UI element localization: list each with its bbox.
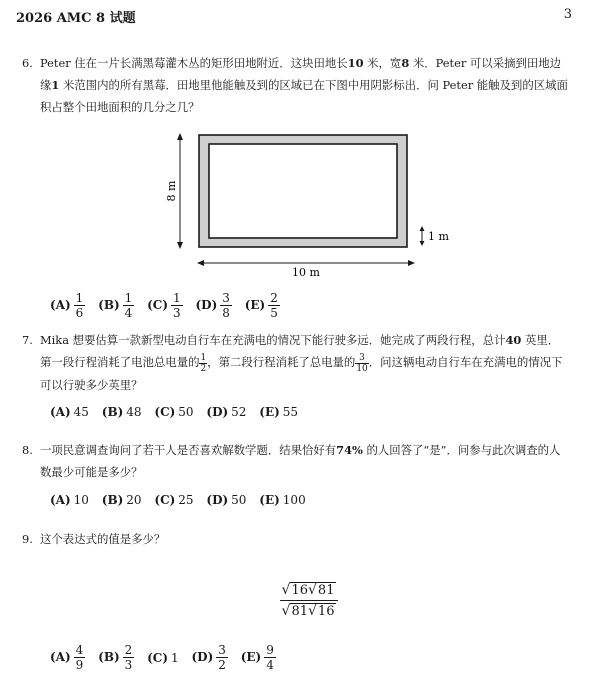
- problem-number: 8.: [22, 443, 33, 457]
- choice[interactable]: (C) 50: [154, 404, 194, 419]
- choice[interactable]: (B) $\frac{2}{3}$: [98, 643, 133, 672]
- problem-number: 9.: [22, 532, 33, 546]
- choice[interactable]: (C) 25: [154, 492, 194, 507]
- border-arrow-head-top: [420, 226, 425, 231]
- choice[interactable]: (E) $\frac{9}{4}$: [240, 643, 274, 672]
- problem-text: 这个表达式的值是多少？: [40, 532, 166, 546]
- choice[interactable]: (B) 48: [101, 404, 142, 419]
- field-inner: [209, 144, 397, 238]
- field-figure: [165, 125, 455, 280]
- denominator-radical: √81√16: [281, 603, 335, 619]
- problem-6: [22, 52, 570, 118]
- exam-title: 2026 AMC 8 试题: [16, 11, 136, 26]
- problem-number: 6.: [22, 56, 33, 70]
- problem-8: [22, 439, 570, 483]
- problem-9-choices: [50, 643, 285, 672]
- problem-7-choices: [50, 404, 307, 419]
- choice[interactable]: (D) $\frac{3}{2}$: [191, 643, 226, 672]
- choice[interactable]: (A) $\frac{4}{9}$: [50, 643, 84, 672]
- choice[interactable]: (E) 100: [259, 492, 306, 507]
- problem-8-choices: [50, 492, 315, 507]
- choice[interactable]: (D) 52: [206, 404, 247, 419]
- problem-text: Peter 住在一片长满黑莓灌木丛的矩形田地附近．这块田地长10 米，宽8 米．Peter 可以采摘到田地边缘1 米范围内的所有黑莓．田地里他能触及到的区域已在下图中用阴影标出．问 Peter 能触及到的区域面积占整个田地面积的几分之几？: [40, 56, 568, 114]
- problem-6-choices: [50, 291, 289, 320]
- choice[interactable]: (B) 20: [101, 492, 142, 507]
- width-label: 10 m: [292, 266, 320, 279]
- border-label: 1 m: [428, 230, 449, 243]
- border-arrow-head-bottom: [420, 241, 425, 246]
- choice[interactable]: (C) 1: [147, 650, 179, 665]
- choice[interactable]: (B) $\frac{1}{4}$: [98, 291, 133, 320]
- radical-expression: [280, 582, 338, 619]
- problem-number: 7.: [22, 333, 33, 347]
- choice[interactable]: (D) 50: [206, 492, 247, 507]
- problem-text: Mika 想要估算一款新型电动自行车在充满电的情况下能行驶多远．她完成了两段行程，总计40 英里．第一段行程消耗了电池总电量的 $\frac{1}{2}$ ，第二段行程消耗了总电量的 $\frac{3}{10}$ ．问这辆电动自行车在充满电的情况下可以行驶多少英里？: [40, 333, 563, 392]
- problem-9: [22, 528, 570, 550]
- choice[interactable]: (C) $\frac{1}{3}$: [147, 291, 181, 320]
- page-number: 3: [563, 7, 572, 22]
- height-arrow-head-top: [177, 133, 183, 140]
- numerator-radical: √16√81: [281, 582, 335, 598]
- problem-text: 一项民意调查询问了若干人是否喜欢解数学题．结果恰好有74% 的人回答了“是”．问参与此次调查的人数最少可能是多少？: [40, 443, 561, 479]
- choice[interactable]: (E) 55: [259, 404, 299, 419]
- choice[interactable]: (A) 45: [50, 404, 89, 419]
- choice[interactable]: (A) 10: [50, 492, 89, 507]
- choice[interactable]: (D) $\frac{3}{8}$: [195, 291, 230, 320]
- page-header: [16, 7, 572, 25]
- width-arrow-head-right: [408, 260, 415, 266]
- choice[interactable]: (E) $\frac{2}{5}$: [244, 291, 278, 320]
- height-label: 8 m: [165, 180, 178, 202]
- problem-7: [22, 329, 570, 396]
- height-arrow-head-bottom: [177, 242, 183, 249]
- width-arrow-head-left: [197, 260, 204, 266]
- choice[interactable]: (A) $\frac{1}{6}$: [50, 291, 84, 320]
